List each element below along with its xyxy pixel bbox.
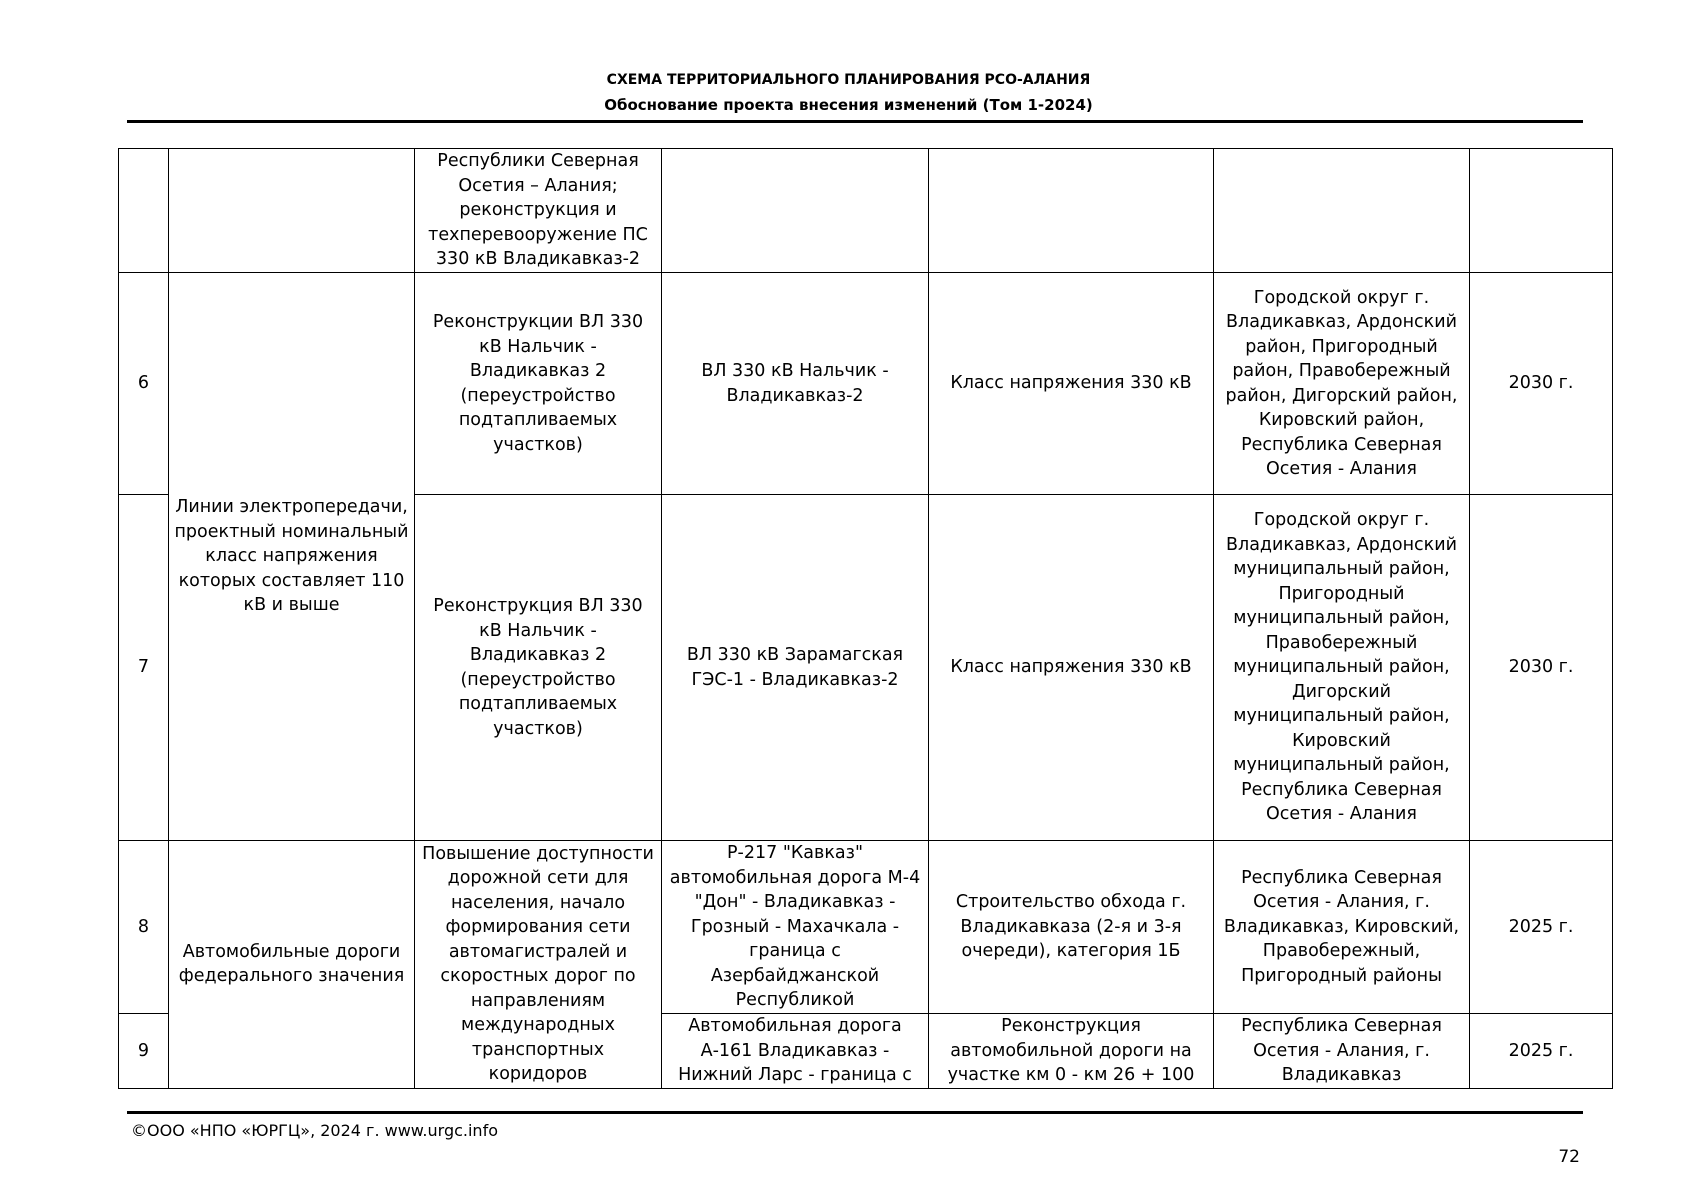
footer-copyright: ©ООО «НПО «ЮРГЦ», 2024 г. www.urgc.info	[131, 1121, 498, 1140]
row-number-cell: 9	[119, 1014, 169, 1089]
year-cell	[1470, 149, 1613, 273]
year-cell: 2025 г.	[1470, 1014, 1613, 1089]
characteristics-cell: Класс напряжения 330 кВ	[929, 495, 1214, 841]
object-name-cell: Автомобильная дорога А-161 Владикавказ - Нижний Ларс - граница с	[662, 1014, 929, 1089]
row-number-cell: 7	[119, 495, 169, 841]
purpose-cell: Реконструкция ВЛ 330 кВ Нальчик - Владикавказ 2 (переустройство подтапливаемых участков)	[415, 495, 662, 841]
table-row	[119, 841, 1613, 1014]
characteristics-cell	[929, 149, 1214, 273]
document-header-subtitle: Обоснование проекта внесения изменений (Том 1-2024)	[604, 96, 1093, 114]
footer-rule	[127, 1111, 1583, 1114]
characteristics-cell: Реконструкция автомобильной дороги на участке км 0 - км 26 + 100	[929, 1014, 1214, 1089]
year-cell: 2030 г.	[1470, 495, 1613, 841]
object-type-cell: Линии электропередачи, проектный номинальный класс напряжения которых составляет 110 кВ и выше	[169, 273, 415, 841]
document-header-title: СХЕМА ТЕРРИТОРИАЛЬНОГО ПЛАНИРОВАНИЯ РСО-АЛАНИЯ	[606, 72, 1091, 88]
object-name-cell: ВЛ 330 кВ Зарамагская ГЭС-1 - Владикавказ-2	[662, 495, 929, 841]
table-row	[119, 273, 1613, 495]
object-type-cell	[169, 149, 415, 273]
location-cell: Городской округ г. Владикавказ, Ардонский район, Пригородный район, Правобережный район, Дигорский район, Кировский район, Республика Северная Осетия - Алания	[1214, 273, 1470, 495]
planning-table	[118, 148, 1613, 1089]
object-name-cell: Р-217 "Кавказ" автомобильная дорога М-4 "Дон" - Владикавказ - Грозный - Махачкала - граница с Азербайджанской Республикой	[662, 841, 929, 1014]
header-rule	[127, 120, 1583, 123]
row-number-cell: 6	[119, 273, 169, 495]
location-cell: Городской округ г. Владикавказ, Ардонский муниципальный район, Пригородный муниципальный район, Правобережный муниципальный район, Дигорский муниципальный район, Кировский муниципальный район, Республика Северная Осетия - Алания	[1214, 495, 1470, 841]
page-number: 72	[1558, 1147, 1580, 1167]
year-cell: 2025 г.	[1470, 841, 1613, 1014]
location-cell: Республика Северная Осетия - Алания, г. Владикавказ, Кировский, Правобережный, Пригородный районы	[1214, 841, 1470, 1014]
purpose-cell: Повышение доступности дорожной сети для населения, начало формирования сети автомагистралей и скоростных дорог по направлениям международных транспортных коридоров	[415, 841, 662, 1089]
object-name-cell	[662, 149, 929, 273]
table-row	[119, 149, 1613, 273]
purpose-cell: Реконструкции ВЛ 330 кВ Нальчик - Владикавказ 2 (переустройство подтапливаемых участков)	[415, 273, 662, 495]
characteristics-cell: Строительство обхода г. Владикавказа (2-я и 3-я очереди), категория 1Б	[929, 841, 1214, 1014]
characteristics-cell: Класс напряжения 330 кВ	[929, 273, 1214, 495]
year-cell: 2030 г.	[1470, 273, 1613, 495]
purpose-cell: Республики Северная Осетия – Алания; реконструкция и техперевооружение ПС 330 кВ Владикавказ-2	[415, 149, 662, 273]
row-number-cell: 8	[119, 841, 169, 1014]
row-number-cell	[119, 149, 169, 273]
object-type-cell: Автомобильные дороги федерального значения	[169, 841, 415, 1089]
object-name-cell: ВЛ 330 кВ Нальчик - Владикавказ-2	[662, 273, 929, 495]
location-cell	[1214, 149, 1470, 273]
location-cell: Республика Северная Осетия - Алания, г. Владикавказ	[1214, 1014, 1470, 1089]
